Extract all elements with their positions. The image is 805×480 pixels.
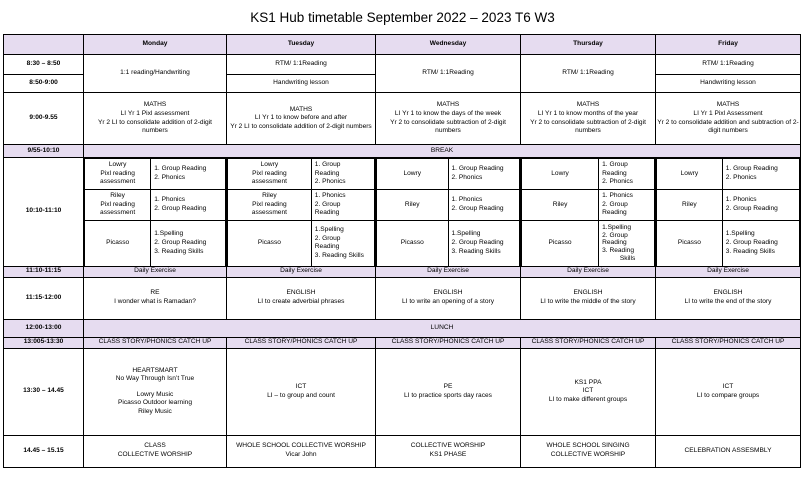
time-slot: 13:30 – 14.45	[4, 348, 84, 435]
group-activities: 1.Spelling 2. Group Reading 3. Reading Skills	[599, 221, 655, 266]
lesson-objective: LI – to group and count	[267, 391, 335, 399]
lesson-objective: Yr 2 to consolidate subtraction of 2-digit numbers	[530, 118, 646, 135]
wednesday-late-morning-cell	[376, 277, 521, 319]
group-activities: 1. Phonics 2. Group Reading	[448, 190, 520, 221]
group-activity: Riley Music	[138, 407, 172, 415]
tuesday-exercise-cell: Daily Exercise	[227, 266, 376, 277]
tuesday-end-of-day-cell: WHOLE SCHOOL COLLECTIVE WORSHIP Vicar John	[227, 435, 376, 467]
friday-class-story-cell: CLASS STORY/PHONICS CATCH UP	[656, 337, 801, 348]
group-activities: 1.Spelling 2. Group Reading 3. Reading Skills	[151, 221, 226, 266]
group-name-riley: Riley	[377, 190, 449, 221]
tuesday-maths-cell	[227, 93, 376, 145]
group-name-picasso: Picasso	[377, 221, 449, 266]
thursday-exercise-cell: Daily Exercise	[521, 266, 656, 277]
tuesday-class-story-cell: CLASS STORY/PHONICS CATCH UP	[227, 337, 376, 348]
friday-afternoon-cell	[656, 348, 801, 435]
lesson-objective: Yr 2 LI to consolidate addition of 2-digit numbers	[98, 118, 212, 135]
time-slot: 11:15-12:00	[4, 277, 84, 319]
subject-label: ENGLISH	[713, 289, 743, 297]
subject-label: ICT	[582, 387, 594, 395]
thursday-end-of-day-cell: WHOLE SCHOOL SINGING COLLECTIVE WORSHIP	[521, 435, 656, 467]
time-slot: 9/55-10:10	[4, 145, 84, 158]
thursday-groups-cell	[521, 158, 656, 267]
group-name-riley: Riley Pixl reading assessment	[85, 190, 151, 221]
group-activities: 1. Phonics 2. Group Reading	[151, 190, 226, 221]
subject-label: ENGLISH	[286, 289, 316, 297]
friday-groups-cell	[656, 158, 801, 267]
subject-label: MATHS	[576, 101, 600, 109]
lesson-objective: Yr 2 LI to consolidate addition of 2-digit numbers	[230, 122, 372, 130]
timetable	[3, 34, 801, 468]
lesson-objective: LI Yr 1 Pixl assessment	[120, 109, 190, 117]
lesson-objective: LI to compare groups	[696, 391, 760, 399]
wednesday-exercise-cell: Daily Exercise	[376, 266, 521, 277]
spacer	[85, 384, 225, 391]
day-header-wednesday: Wednesday	[376, 35, 521, 55]
time-slot: 11:10-11:15	[4, 266, 84, 277]
thursday-maths-cell	[521, 93, 656, 145]
wednesday-maths-cell	[376, 93, 521, 145]
friday-early-cell-2: Handwriting lesson	[656, 75, 801, 93]
group-activities: 1.Spelling 2. Group Reading 3. Reading Skills	[722, 221, 799, 266]
monday-end-of-day-cell: CLASS COLLECTIVE WORSHIP	[84, 435, 227, 467]
group-name-riley: Riley	[522, 190, 599, 221]
thursday-late-morning-cell	[521, 277, 656, 319]
thursday-afternoon-cell	[521, 348, 656, 435]
time-slot: 8:30 – 8:50	[4, 55, 84, 75]
tuesday-early-cell-1: RTM/ 1:1Reading	[227, 55, 376, 75]
group-name-lowry: Lowry	[377, 159, 449, 190]
wednesday-afternoon-cell	[376, 348, 521, 435]
friday-end-of-day-cell: CELEBRATION ASSESMBLY	[656, 435, 801, 467]
subject-label: ICT	[722, 382, 734, 390]
friday-early-cell-1: RTM/ 1:1Reading	[656, 55, 801, 75]
group-activities: 1. Phonics 2. Group Reading	[722, 190, 799, 221]
header-row	[4, 35, 801, 55]
lunch-cell: LUNCH	[84, 319, 801, 337]
monday-exercise-cell: Daily Exercise	[84, 266, 227, 277]
group-name-riley: Riley	[657, 190, 723, 221]
group-name-lowry: Lowry Pixl reading assessment	[228, 159, 312, 190]
lesson-objective: No Way Through Isn’t True	[115, 375, 195, 383]
group-name-lowry: Lowry Pixl reading assessment	[85, 159, 151, 190]
group-name-picasso: Picasso	[85, 221, 151, 266]
time-slot: 14.45 – 15.15	[4, 435, 84, 467]
lesson-objective: LI Yr 1 to know months of the year	[537, 109, 639, 117]
page-title: KS1 Hub timetable September 2022 – 2023 T6 W3	[250, 9, 555, 25]
group-name-picasso: Picasso	[657, 221, 723, 266]
group-activities: 1. Phonics 2. Group Reading	[599, 190, 655, 221]
group-activity: Lowry Music	[136, 390, 174, 398]
group-activity: Picasso Outdoor learning	[117, 399, 193, 407]
group-activities: 1. Group Reading 2. Phonics	[151, 159, 226, 190]
time-slot: 13:005-13:30	[4, 337, 84, 348]
lesson-objective: Yr 2 to consolidate subtraction of 2-digit numbers	[390, 118, 506, 135]
break-cell: BREAK	[84, 145, 801, 158]
group-name-lowry: Lowry	[657, 159, 723, 190]
group-activities: 1. Group Reading 2. Phonics	[311, 159, 374, 190]
time-slot: 9:00-9.55	[4, 93, 84, 145]
tuesday-early-cell-2: Handwriting lesson	[227, 75, 376, 93]
monday-maths-cell	[84, 93, 227, 145]
monday-late-morning-cell	[84, 277, 227, 319]
subject-label: MATHS	[716, 101, 740, 109]
time-slot: 8:50-9:00	[4, 75, 84, 93]
thursday-class-story-cell: CLASS STORY/PHONICS CATCH UP	[521, 337, 656, 348]
group-name-riley: Riley Pixl reading assessment	[228, 190, 312, 221]
subject-label: MATHS	[289, 105, 313, 113]
time-header	[4, 35, 84, 55]
group-activities: 1. Group Reading 2. Phonics	[448, 159, 520, 190]
thursday-early-cell: RTM/ 1:1Reading	[521, 55, 656, 93]
subject-label: KS1 PPA	[574, 378, 602, 386]
lesson-objective: LI to make different groups	[548, 395, 628, 403]
subject-label: ENGLISH	[433, 289, 463, 297]
lesson-objective: LI Yr 1 to know the days of the week	[394, 109, 502, 117]
group-activities: 1. Phonics 2. Group Reading	[311, 190, 374, 221]
monday-groups-cell	[84, 158, 227, 267]
tuesday-groups-cell	[227, 158, 376, 267]
subject-label: ICT	[295, 382, 307, 390]
lesson-objective: LI to write the middle of the story	[540, 298, 636, 305]
day-header-monday: Monday	[84, 35, 227, 55]
friday-maths-cell	[656, 93, 801, 145]
wednesday-groups-cell	[376, 158, 521, 267]
subject-label: RE	[150, 289, 160, 297]
lesson-objective: LI to write an opening of a story	[401, 298, 494, 305]
wednesday-end-of-day-cell: COLLECTIVE WORSHIP KS1 PHASE	[376, 435, 521, 467]
lesson-objective: LI to create adverbial phrases	[257, 298, 345, 305]
lesson-objective: Yr 2 to consolidate addition and subtraction of 2-digit numbers	[657, 118, 799, 135]
day-header-thursday: Thursday	[521, 35, 656, 55]
lesson-objective: LI Yr 1 Pixl Assessment	[693, 109, 763, 117]
lesson-objective: I wonder what is Ramadan?	[114, 298, 196, 305]
monday-afternoon-cell	[84, 348, 227, 435]
group-name-picasso: Picasso	[228, 221, 312, 266]
group-activities: 1. Group Reading 2. Phonics	[722, 159, 799, 190]
day-header-friday: Friday	[656, 35, 801, 55]
friday-late-morning-cell	[656, 277, 801, 319]
group-activities: 1. Group Reading 2. Phonics	[599, 159, 655, 190]
monday-class-story-cell: CLASS STORY/PHONICS CATCH UP	[84, 337, 227, 348]
tuesday-late-morning-cell	[227, 277, 376, 319]
tuesday-afternoon-cell	[227, 348, 376, 435]
lesson-objective: LI to practice sports day races	[404, 391, 492, 399]
group-name-lowry: Lowry	[522, 159, 599, 190]
day-header-tuesday: Tuesday	[227, 35, 376, 55]
monday-early-cell: 1:1 reading/Handwriting	[84, 55, 227, 93]
subject-label: ENGLISH	[573, 289, 603, 297]
subject-label: HEARTSMART	[132, 366, 178, 374]
lesson-objective: LI Yr 1 to know before and after	[254, 114, 348, 122]
subject-label: PE	[443, 382, 453, 390]
wednesday-class-story-cell: CLASS STORY/PHONICS CATCH UP	[376, 337, 521, 348]
lesson-objective: LI to write the end of the story	[684, 298, 772, 305]
subject-label: MATHS	[436, 101, 460, 109]
time-slot: 12:00-13:00	[4, 319, 84, 337]
time-slot: 10:10-11:10	[4, 158, 84, 267]
friday-exercise-cell: Daily Exercise	[656, 266, 801, 277]
subject-label: MATHS	[143, 101, 167, 109]
group-name-picasso: Picasso	[522, 221, 599, 266]
wednesday-early-cell: RTM/ 1:1Reading	[376, 55, 521, 93]
group-activities: 1.Spelling 2. Group Reading 3. Reading Skills	[311, 221, 374, 266]
group-activities: 1.Spelling 2. Group Reading 3. Reading Skills	[448, 221, 520, 266]
